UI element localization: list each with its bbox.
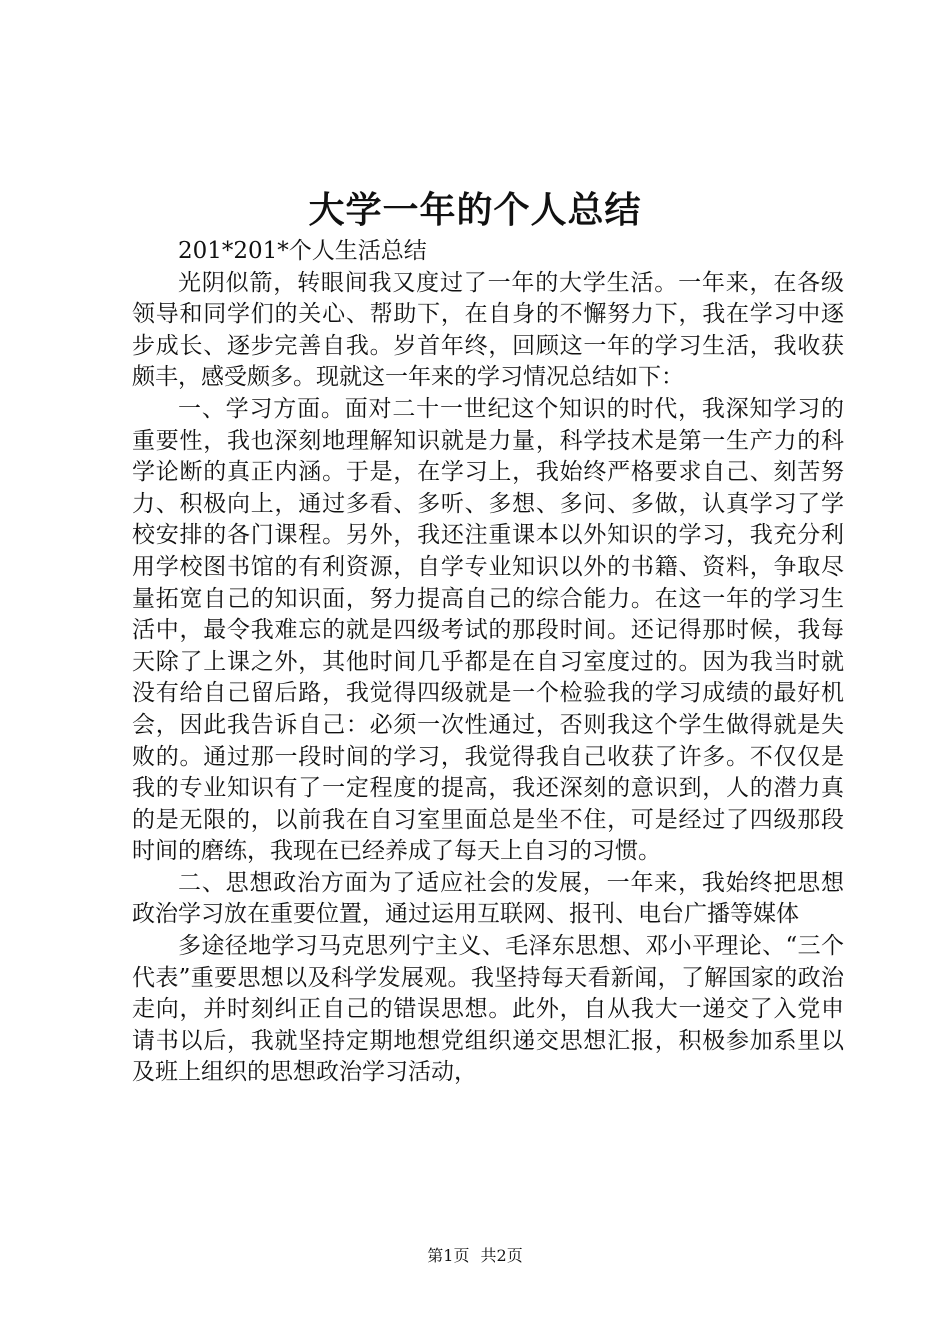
paragraph-study: 一、学习方面。面对二十一世纪这个知识的时代，我深知学习的重要性，我也深刻地理解知识就是力量，科学技术是第一生产力的科学论断的真正内涵。于是，在学习上，我始终严格要求自己、刻苦努力、积极向上，通过多看、多听、多想、多问、多做，认真学习了学校安排的各门课程。另外，我还注重课本以外知识的学习，我充分利用学校图书馆的有利资源，自学专业知识以外的书籍、资料，争取尽量拓宽自己的知识面，努力提高自己的综合能力。在这一年的学习生活中，最令我难忘的就是四级考试的那段时间。还记得那时候，我每天除了上课之外，其他时间几乎都是在自习室度过的。因为我当时就没有给自己留后路，我觉得四级就是一个检验我的学习成绩的最好机会，因此我告诉自己：必须一次性通过，否则我这个学生做得就是失败的。通过那一段时间的学习，我觉得我自己收获了许多。不仅仅是我的专业知识有了一定程度的提高，我还深刻的意识到，人的潜力真的是无限的，以前我在自习室里面总是坐不住，可是经过了四级那段时间的磨练，我现在已经养成了每天上自习的习惯。	[132, 395, 844, 865]
document-title: 大学一年的个人总结	[308, 189, 642, 231]
page-total: 共2页	[480, 1246, 523, 1265]
paragraph-intro: 光阴似箭，转眼间我又度过了一年的大学生活。一年来，在各级领导和同学们的关心、帮助下，在自身的不懈努力下，我在学习中逐步成长、逐步完善自我。岁首年终，回顾这一年的学习生活，我收获颇丰，感受颇多。现就这一年来的学习情况总结如下：	[132, 269, 844, 391]
page-footer	[0, 1246, 950, 1266]
paragraph-politics-continued: 多途径地学习马克思列宁主义、毛泽东思想、邓小平理论、“三个代表”重要思想以及科学发展观。我坚持每天看新闻，了解国家的政治走向，并时刻纠正自己的错误思想。此外，自从我大一递交了入党申请书以后，我就坚持定期地想党组织递交思想汇报，积极参加系里以及班上组织的思想政治学习活动，	[132, 933, 844, 1086]
paragraph-politics: 二、思想政治方面为了适应社会的发展，一年来，我始终把思想政治学习放在重要位置，通过运用互联网、报刊、电台广播等媒体	[132, 869, 844, 928]
page-number: 第1页	[427, 1246, 470, 1265]
document-subtitle: 201*201*个人生活总结	[178, 238, 427, 264]
document-body	[132, 236, 844, 1089]
